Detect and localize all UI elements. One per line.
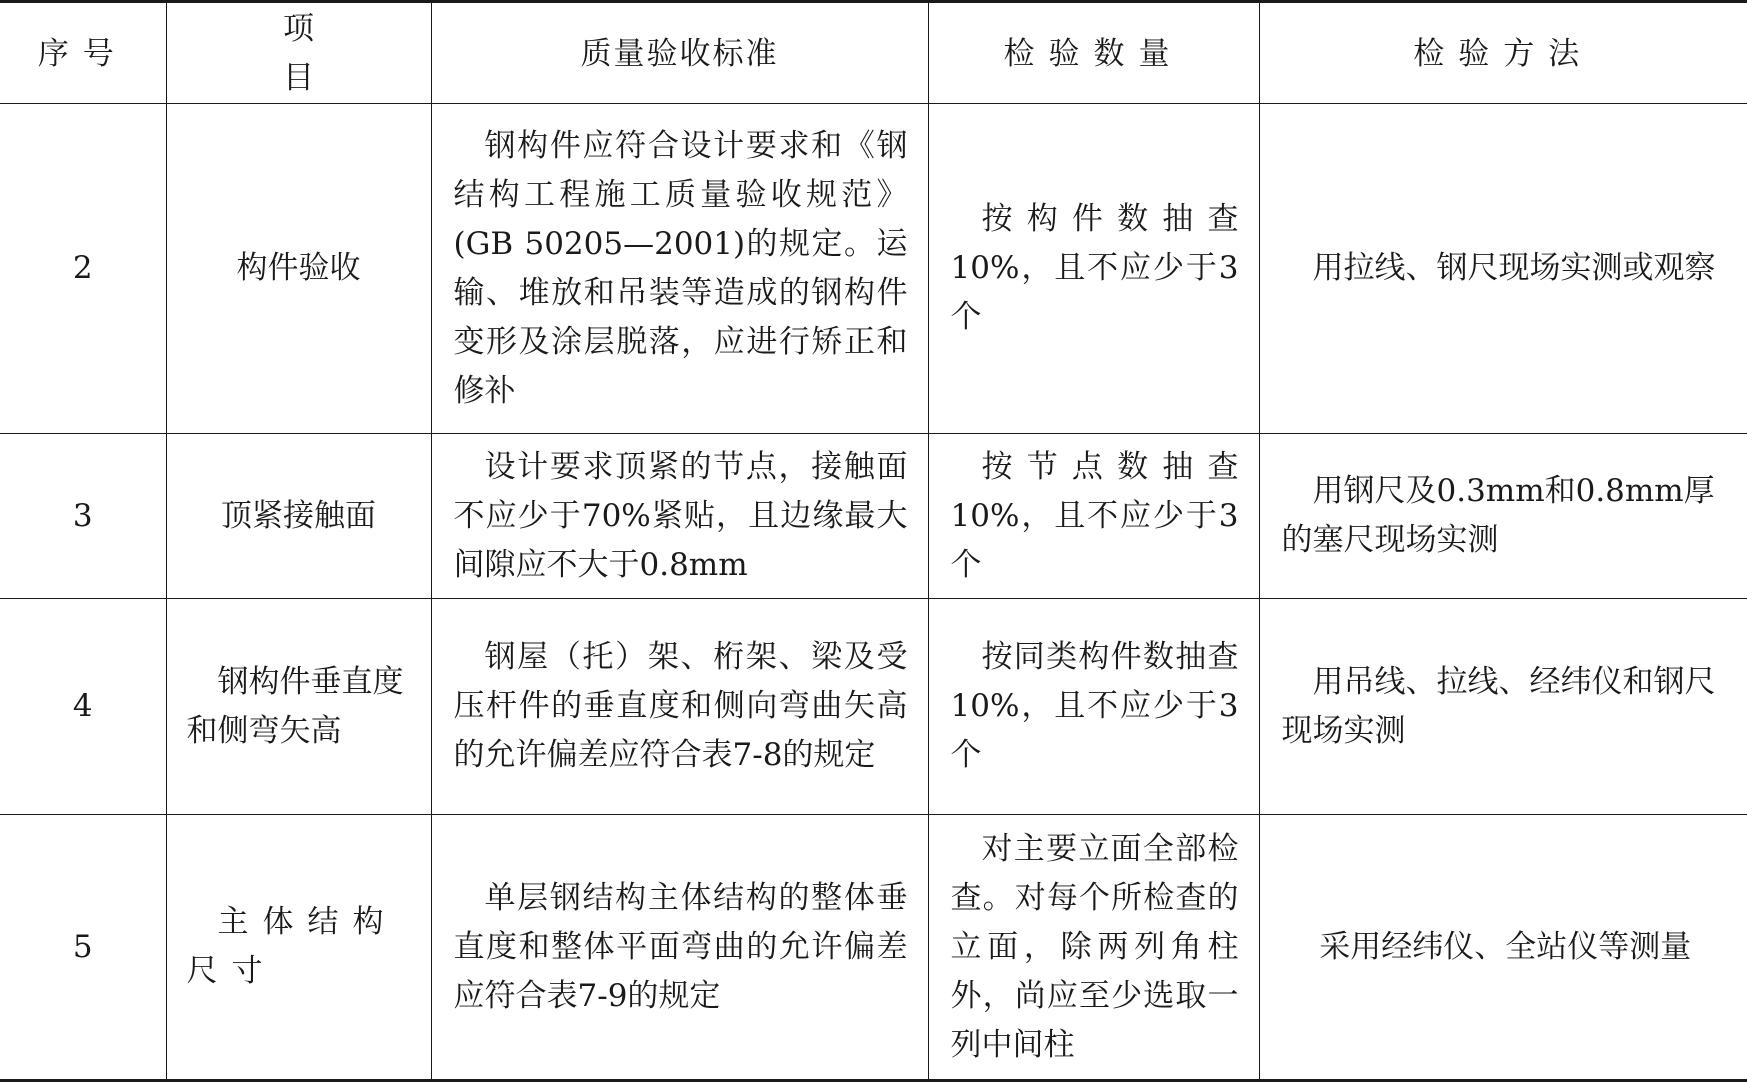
row-standard: 单层钢结构主体结构的整体垂直度和整体平面弯曲的允许偏差应符合表7-9的规定: [431, 815, 928, 1081]
row-number: 5: [0, 815, 166, 1081]
row-standard: 钢构件应符合设计要求和《钢结构工程施工质量验收规范》(GB 50205—2001)的规定。运输、堆放和吊装等造成的钢构件变形及涂层脱落，应进行矫正和修补: [431, 104, 928, 434]
row-method: 采用经纬仪、全站仪等测量: [1259, 815, 1747, 1081]
row-number: 4: [0, 599, 166, 815]
header-method: 检验方法: [1259, 2, 1747, 104]
row-method: 用钢尺及0.3mm和0.8mm厚的塞尺现场实测: [1259, 434, 1747, 599]
row-quantity: 按同类构件数抽查10%，且不应少于3个: [928, 599, 1259, 815]
row-method: 用拉线、钢尺现场实测或观察: [1259, 104, 1747, 434]
table-row: [0, 599, 1747, 815]
row-quantity: 对主要立面全部检查。对每个所检查的立面，除两列角柱外，尚应至少选取一列中间柱: [928, 815, 1259, 1081]
row-number: 2: [0, 104, 166, 434]
row-standard: 设计要求顶紧的节点，接触面不应少于70%紧贴，且边缘最大间隙应不大于0.8mm: [431, 434, 928, 599]
table-header: [0, 2, 1747, 104]
row-item: 主体结构尺寸: [166, 815, 431, 1081]
table-row: [0, 434, 1747, 599]
row-item: 钢构件垂直度和侧弯矢高: [166, 599, 431, 815]
row-standard: 钢屋（托）架、桁架、梁及受压杆件的垂直度和侧向弯曲矢高的允许偏差应符合表7-8的规定: [431, 599, 928, 815]
header-standard: 质量验收标准: [431, 2, 928, 104]
row-number: 3: [0, 434, 166, 599]
table-body: [0, 104, 1747, 1081]
table-row: [0, 815, 1747, 1081]
row-item: 顶紧接触面: [166, 434, 431, 599]
table-row: [0, 104, 1747, 434]
row-method: 用吊线、拉线、经纬仪和钢尺现场实测: [1259, 599, 1747, 815]
row-quantity: 按构件数抽查10%，且不应少于3个: [928, 104, 1259, 434]
header-no: 序号: [0, 2, 166, 104]
header-row: [0, 2, 1747, 104]
row-quantity: 按节点数抽查10%，且不应少于3个: [928, 434, 1259, 599]
row-item: 构件验收: [166, 104, 431, 434]
header-quantity: 检验数量: [928, 2, 1259, 104]
header-item: 项目: [166, 2, 431, 104]
